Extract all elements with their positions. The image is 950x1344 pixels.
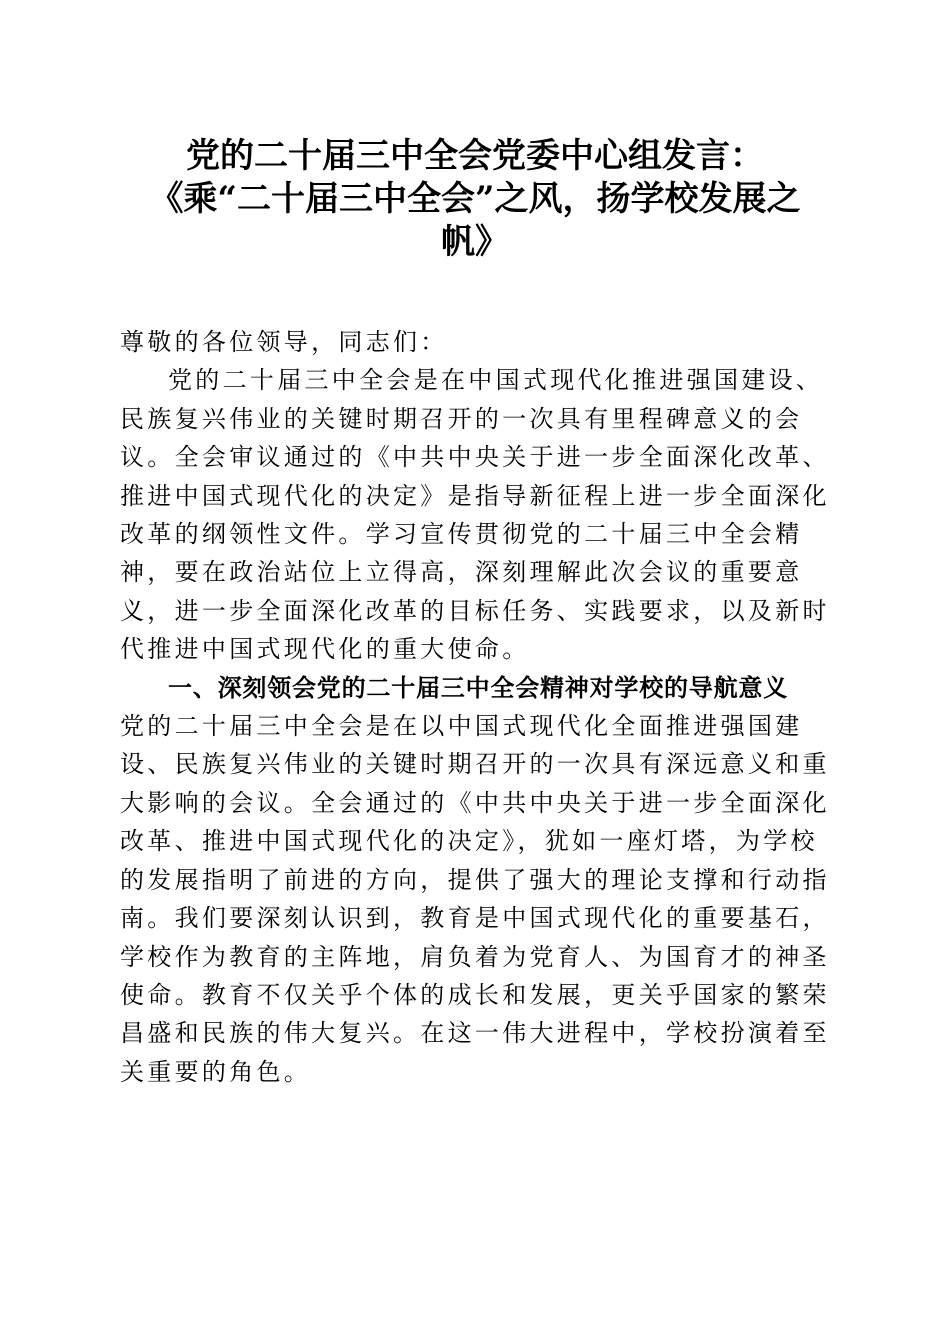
title-line-2: 《乘“二十届三中全会”之风，扬学校发展之 [149, 179, 801, 219]
title-line-1: 党的二十届三中全会党委中心组发言： [186, 136, 764, 176]
paragraph-section-1: 党的二十届三中全会是在以中国式现代化全面推进强国建设、民族复兴伟业的关键时期召开的一次具有深远意义和重大影响的会议。全会通过的《中共中央关于进一步全面深化改革、推进中国式现代化的决定》，犹如一座灯塔，为学校的发展指明了前进的方向，提供了强大的理论支撑和行动指南。我们要深刻认识到，教育是中国式现代化的重要基石，学校作为教育的主阵地，肩负着为党育人、为国育才的神圣使命。教育不仅关乎个体的成长和发展，更关乎国家的繁荣昌盛和民族的伟大复兴。在这一伟大进程中，学校扮演着至关重要的角色。 [120, 712, 830, 1086]
paragraph-intro: 党的二十届三中全会是在中国式现代化推进强国建设、民族复兴伟业的关键时期召开的一次具有里程碑意义的会议。全会审议通过的《中共中央关于进一步全面深化改革、推进中国式现代化的决定》是指导新征程上进一步全面深化改革的纲领性文件。学习宣传贯彻党的二十届三中全会精神，要在政治站位上立得高，深刻理解此次会议的重要意义，进一步全面深化改革的目标任务、实践要求，以及新时代推进中国式现代化的重大使命。 [120, 366, 830, 664]
section-heading-1: 一、深刻领会党的二十届三中全会精神对学校的导航意义 [168, 673, 788, 702]
title-line-3: 帆》 [441, 222, 509, 262]
document-body [120, 323, 832, 1091]
salutation: 尊敬的各位领导，同志们： [120, 328, 448, 356]
document-title [110, 135, 840, 264]
